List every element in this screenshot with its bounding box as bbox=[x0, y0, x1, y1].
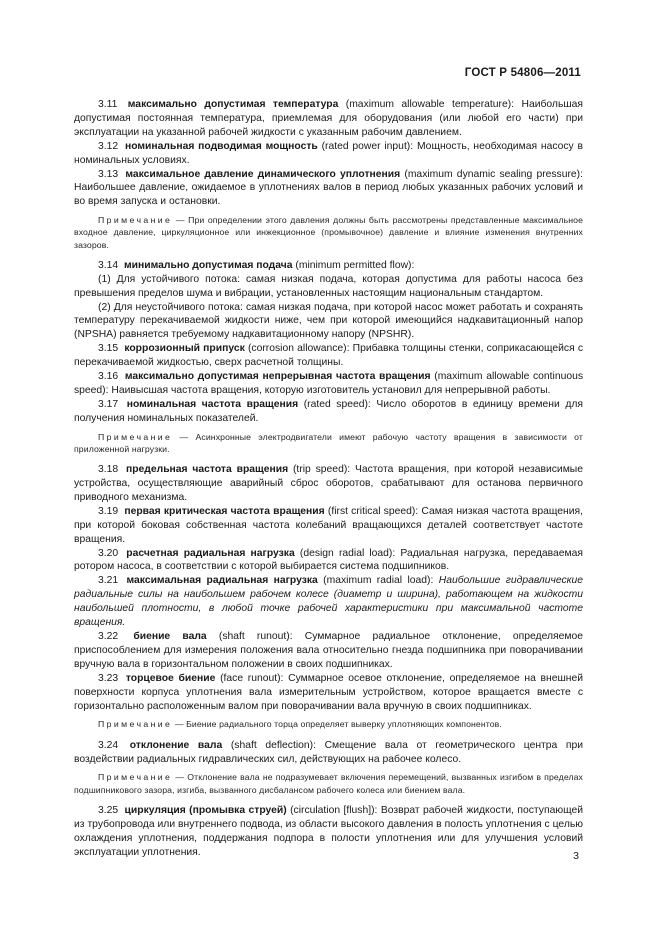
sub-item-2: (2) Для неустойчивого потока: самая низкая подача, при которой насос может работать и сохранять температуру перекачиваемой жидкости ниже, чем при которой имеющийся надкавитационный напор (NPSHA) равняется требуемому надкавитационному напору (NPSHR). bbox=[74, 301, 583, 341]
term-3-12: 3.12 номинальная подводимая мощность (rated power input): Мощность, необходимая насосу в номинальных условиях. bbox=[74, 140, 584, 166]
note-3-17: Примечание — Асинхронные электродвигатели имеют рабочую частоту вращения в зависимости от приложенной нагрузки. bbox=[74, 431, 583, 454]
term-3-17: 3.17 номинальная частота вращения (rated speed): Число оборотов в единицу времени для получения номинальных показателей. bbox=[74, 398, 584, 424]
term-3-18: 3.18 предельная частота вращения (trip speed): Частота вращения, при которой независимые устройства, осуществляющие аварийный сброс оборотов, срабатывают для останова первичного приводного механизма. bbox=[74, 464, 583, 503]
term-3-15: 3.15 коррозионный припуск (corrosion allowance): Прибавка толщины стенки, соприкасающейся с перекачиваемой жидкостью, сверх расчетной толщины. bbox=[74, 343, 584, 369]
note-3-23: Примечание — Биение радиального торца определяет выверку уплотняющих компонентов. bbox=[98, 719, 502, 730]
sub-item-1: (1) Для устойчивого потока: самая низкая подача, которая допустима для работы насоса без превышения пределов шума и вибрации, установленных настоящим национальным стандартом. bbox=[74, 273, 583, 299]
term-3-24: 3.24 отклонение вала (shaft deflection): Смещение вала от геометрического центра при воздействии радиальных гидравлических сил, действующих на рабочее колесо. bbox=[74, 739, 584, 765]
term-3-25: 3.25 циркуляция (промывка струей) (circulation [flush]): Возврат рабочей жидкости, поступающей из трубопровода или внутреннего подвода, из области высокого давления в полость уплотнения с целью охлаждения уплотнения, поддержания подпора в полости уплотнения или для улучшения условий эксплуатации уплотнения. bbox=[74, 804, 583, 858]
term-3-20: 3.20 расчетная радиальная нагрузка (design radial load): Радиальная нагрузка, передаваемая ротором насоса, в соответствии с которой выбирается система подшипников. bbox=[74, 547, 583, 573]
note-3-13: Примечание — При определении этого давления должны быть рассмотрены представленные максимальное входное давление, циркуляционное или инжекционное (промывочное) давление и влияние изменения внутренних зазоров. bbox=[74, 215, 584, 250]
term-3-14: 3.14 минимально допустимая подача (minimum permitted flow): bbox=[98, 259, 415, 271]
term-3-11: 3.11 максимально допустимая температура (maximum allowable temperature): Наибольшая допустимая постоянная температура, приемлемая для оборудования (или любой его части) при эксплуатации на указанной рабочей жидкости с указанным рабочим давлением. bbox=[74, 99, 584, 138]
standard-header: ГОСТ Р 54806—2011 bbox=[464, 67, 581, 79]
note-3-24: Примечание — Отклонение вала не подразумевает включения перемещений, вызванных изгибом в пределах подшипникового зазора, изгиба, вызванного дисбалансом рабочего колеса или биением вала. bbox=[74, 772, 584, 795]
term-3-21: 3.21 максимальная радиальная нагрузка (maximum radial load): Наибольшие гидравлические радиальные силы на наибольшем рабочем колесе (диаметр и ширина), работающем на жидкости наибольшей плотности, в любой точке рабочей характеристики при максимальной частоте вращения. bbox=[74, 575, 584, 629]
term-3-13: 3.13 максимальное давление динамического уплотнения (maximum dynamic sealing pressure): Наибольшее давление, ожидаемое в уплотнениях валов в период любых указанных рабочих условий и во время запуска и остановки. bbox=[74, 168, 584, 208]
term-3-16: 3.16 максимально допустимая непрерывная частота вращения (maximum allowable continuous speed): Наивысшая частота вращения, которую изготовитель установил для непрерывной работы. bbox=[74, 371, 584, 397]
term-3-22: 3.22 биение вала (shaft runout): Суммарное радиальное отклонение, определяемое приспособлением для измерения положения вала относительно гнезда подшипника при поворачивании вручную вала в горизонтальном положении в своих подшипниках. bbox=[74, 631, 583, 670]
page-number: 3 bbox=[573, 850, 579, 862]
term-3-19: 3.19 первая критическая частота вращения (first critical speed): Самая низкая частота вращения, при которой боковая собственная частота колебаний вращающихся деталей соответствует частоте вращения. bbox=[74, 505, 583, 545]
document-content bbox=[74, 98, 583, 860]
term-3-23: 3.23 торцевое биение (face runout): Суммарное осевое отклонение, определяемое на внешней поверхности корпуса уплотнения вала измерительным устройством, которое вращается вместе с горизонтально расположенным валом при поворачивании вала вручную в своих подшипниках. bbox=[74, 672, 584, 712]
